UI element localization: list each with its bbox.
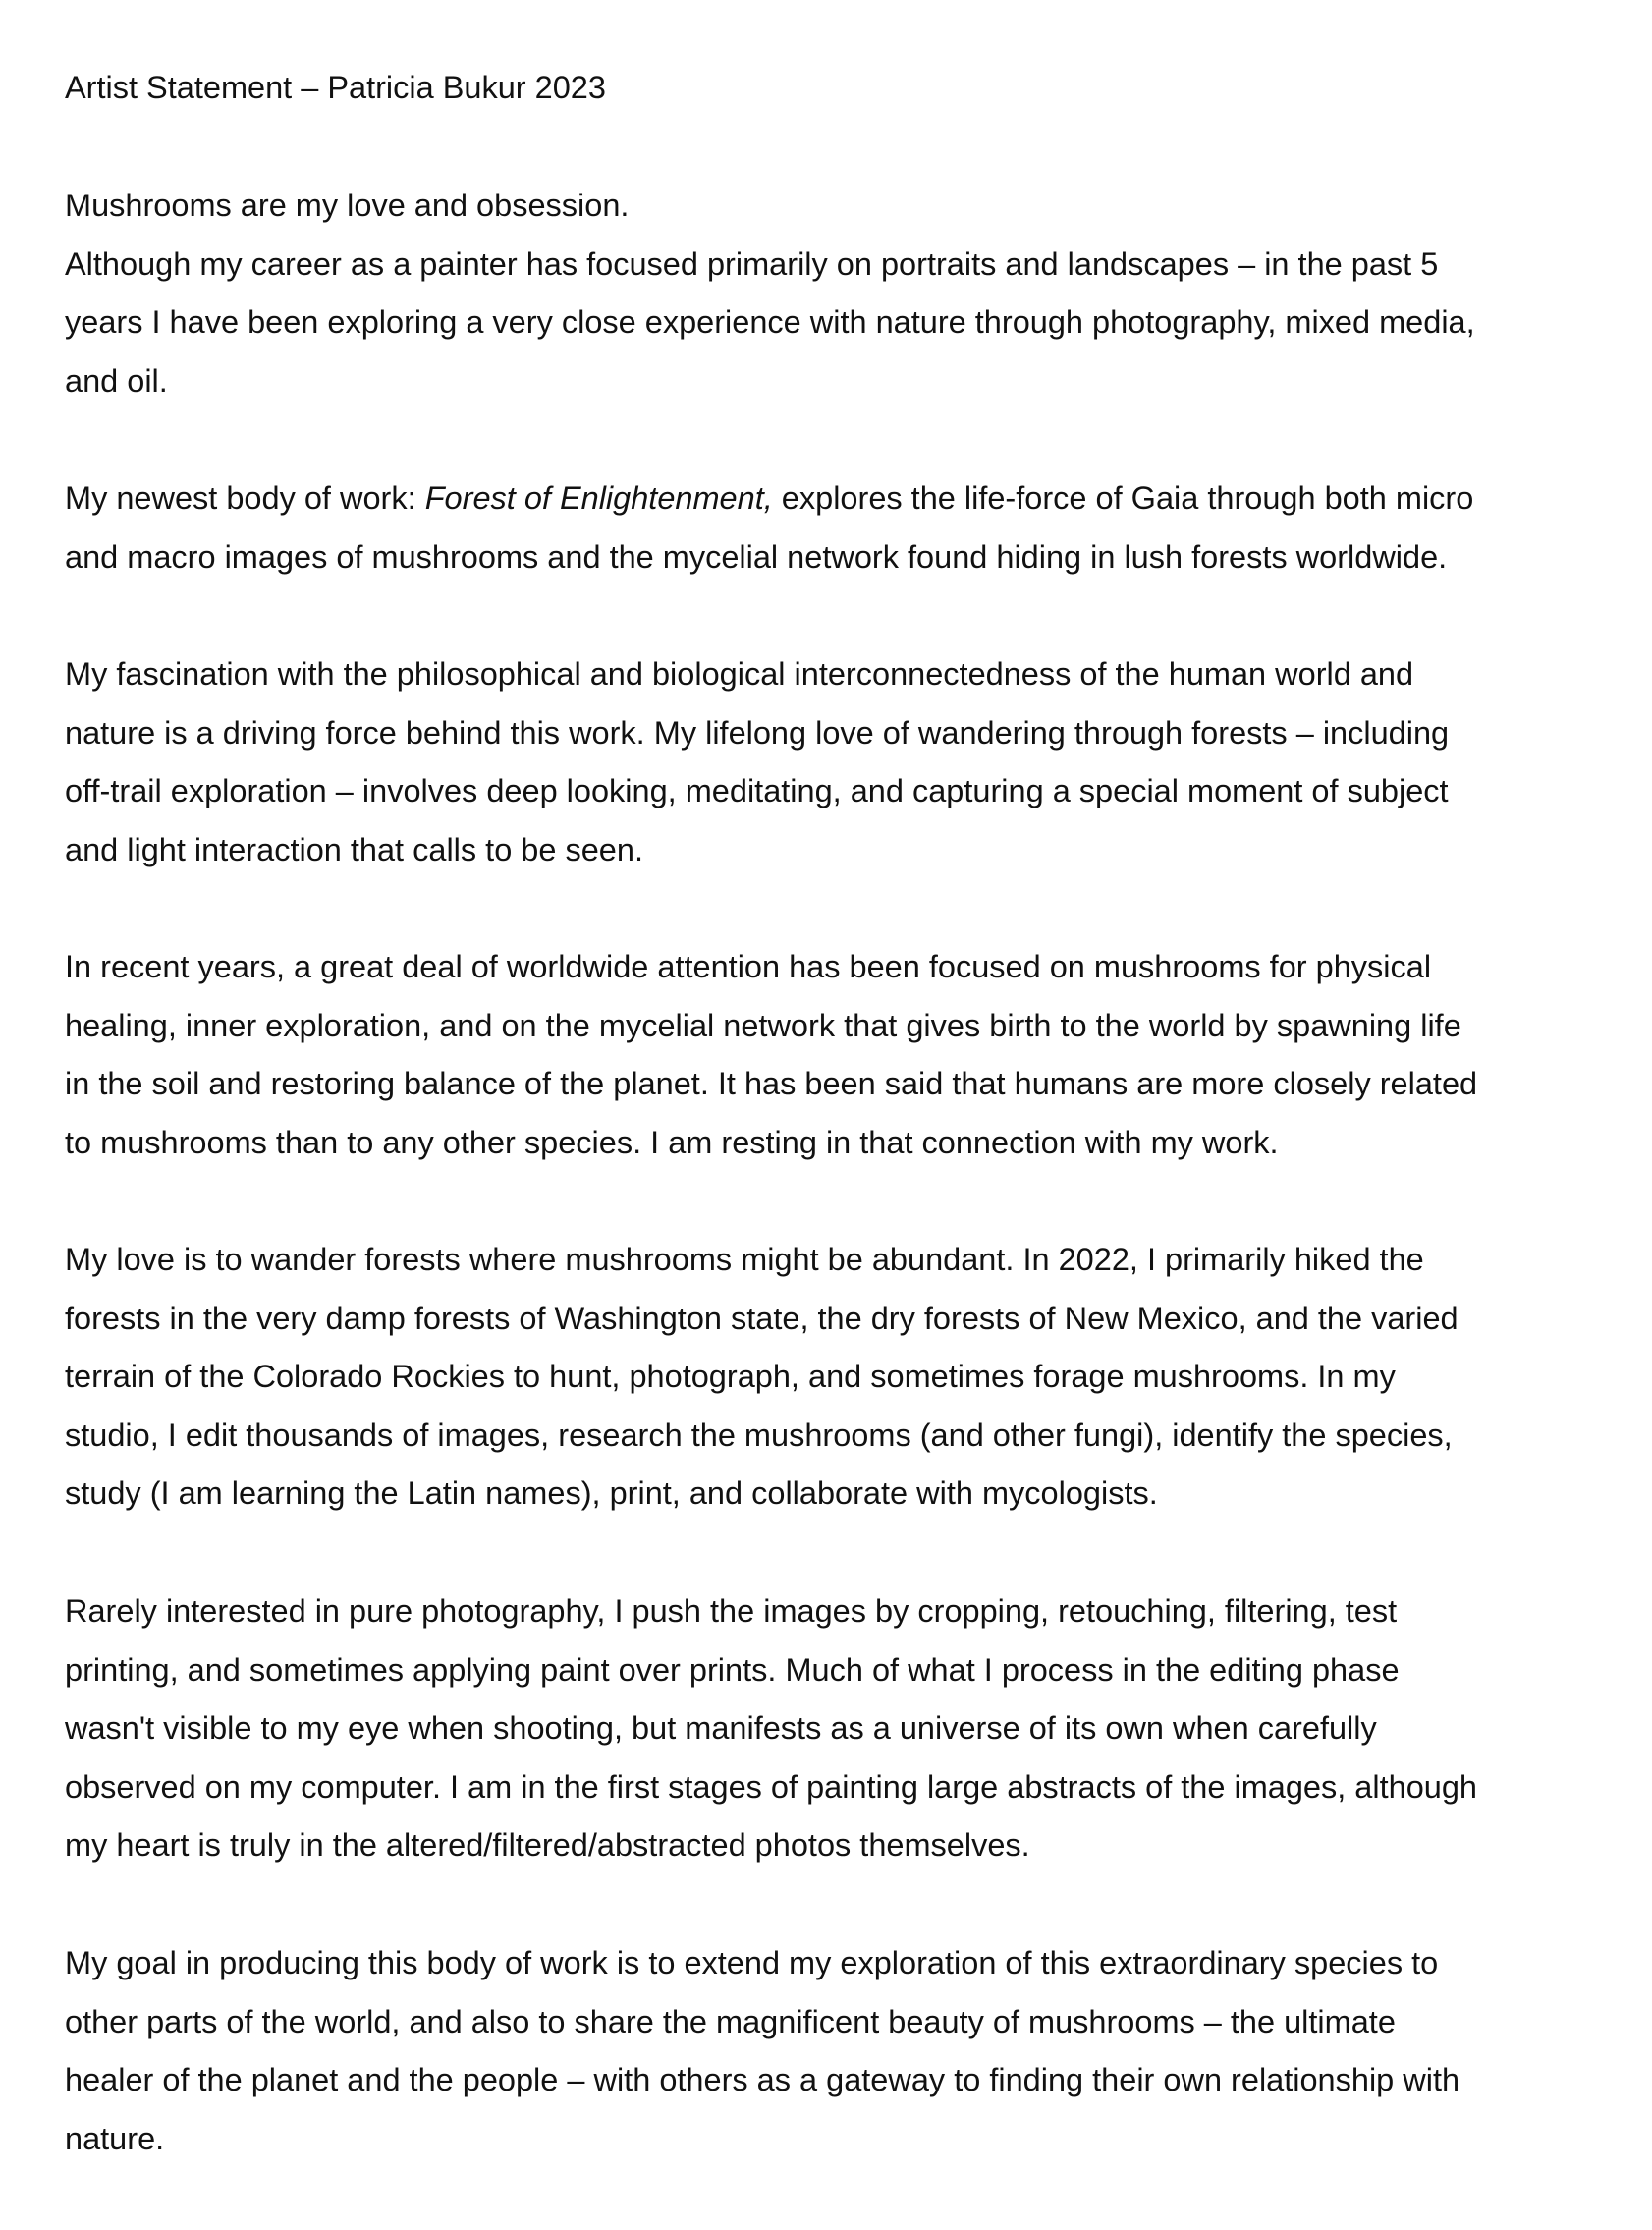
paragraph-line: and macro images of mushrooms and the mycelial network found hiding in lush forests worldwide. <box>65 538 1448 575</box>
paragraph-recent-years <box>65 938 1477 1172</box>
paragraph-line: In recent years, a great deal of worldwide attention has been focused on mushrooms for physical <box>65 949 1432 984</box>
paragraph-line: nature. <box>65 2120 165 2156</box>
paragraph-goal <box>65 1934 1459 2168</box>
paragraph-line: observed on my computer. I am in the first stages of painting large abstracts of the images, although <box>65 1768 1477 1805</box>
paragraph-line: study (I am learning the Latin names), print, and collaborate with mycologists. <box>65 1476 1158 1512</box>
paragraph-line: off-trail exploration – involves deep looking, meditating, and capturing a special moment of subject <box>65 773 1449 809</box>
paragraph-line: Although my career as a painter has focused primarily on portraits and landscapes – in the past 5 <box>65 246 1439 282</box>
paragraph-line: in the soil and restoring balance of the planet. It has been said that humans are more closely related <box>65 1066 1478 1102</box>
paragraph-line: other parts of the world, and also to share the magnificent beauty of mushrooms – the ultimate <box>65 2003 1396 2039</box>
line-suffix: explores the life-force of Gaia through both micro <box>772 480 1474 516</box>
paragraph-line: My love is to wander forests where mushrooms might be abundant. In 2022, I primarily hiked the <box>65 1242 1424 1277</box>
paragraph-fascination <box>65 645 1449 879</box>
paragraph-line: terrain of the Colorado Rockies to hunt, photograph, and sometimes forage mushrooms. In my <box>65 1359 1396 1395</box>
paragraph-intro <box>65 177 1475 411</box>
paragraph-line: years I have been exploring a very close experience with nature through photography, mixed media, <box>65 305 1475 341</box>
paragraph-line: healer of the planet and the people – with others as a gateway to finding their own relationship with <box>65 2062 1460 2098</box>
paragraph-line: My fascination with the philosophical and biological interconnectedness of the human world and <box>65 656 1414 692</box>
paragraph-newest-work <box>65 470 1473 586</box>
work-title: Forest of Enlightenment, <box>424 480 773 516</box>
paragraph-line: printing, and sometimes applying paint over prints. Much of what I process in the editing phase <box>65 1651 1400 1688</box>
paragraph-line: my heart is truly in the altered/filtered/abstracted photos themselves. <box>65 1827 1030 1864</box>
paragraph-line: nature is a driving force behind this work. My lifelong love of wandering through forests – including <box>65 714 1450 751</box>
paragraph-line <box>65 470 1473 529</box>
paragraph-process <box>65 1583 1477 1875</box>
paragraph-line: Mushrooms are my love and obsession. <box>65 188 630 223</box>
paragraph-wander-forests <box>65 1231 1459 1524</box>
paragraph-line: forests in the very damp forests of Washington state, the dry forests of New Mexico, and the varied <box>65 1300 1459 1336</box>
paragraph-line: and oil. <box>65 362 168 399</box>
document-title: Artist Statement – Patricia Bukur 2023 <box>65 70 606 105</box>
paragraph-line: and light interaction that calls to be seen. <box>65 831 643 867</box>
paragraph-line: healing, inner exploration, and on the mycelial network that gives birth to the world by spawning life <box>65 1007 1461 1043</box>
paragraph-line: to mushrooms than to any other species. I am resting in that connection with my work. <box>65 1124 1279 1160</box>
line-prefix: My newest body of work: <box>65 480 425 516</box>
paragraph-line: My goal in producing this body of work is to extend my exploration of this extraordinary species to <box>65 1945 1439 1980</box>
paragraph-line: wasn't visible to my eye when shooting, but manifests as a universe of its own when carefully <box>65 1710 1377 1747</box>
paragraph-line: studio, I edit thousands of images, research the mushrooms (and other fungi), identify the species, <box>65 1417 1453 1453</box>
paragraph-line: Rarely interested in pure photography, I push the images by cropping, retouching, filtering, test <box>65 1593 1398 1629</box>
